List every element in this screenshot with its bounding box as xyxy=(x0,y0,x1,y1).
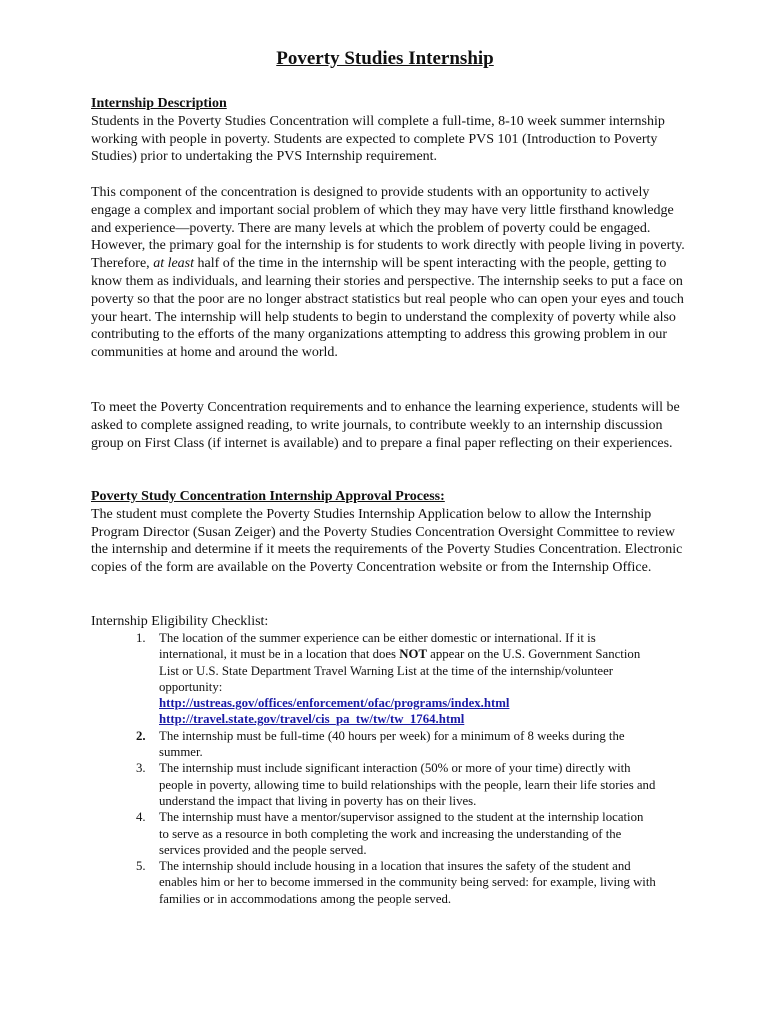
list-item xyxy=(136,809,656,858)
checklist xyxy=(136,630,656,907)
description-paragraph-2 xyxy=(91,184,691,362)
list-item xyxy=(136,760,656,809)
item-emphasis: NOT xyxy=(399,647,427,662)
para2-text-start: This component of the concentration is designed to provide students with an opportunity to actively engage a complex and important social problem of which they may have very little firsthand knowledge and experience—poverty. There are many levels at which the problem of poverty could be engaged. However, the primary goal for the internship is for students to work directly with people living in poverty. Therefore, xyxy=(91,185,685,272)
description-paragraph-3 xyxy=(91,399,691,452)
description-paragraph-1: Students in the Poverty Studies Concentration will complete a full-time, 8-10 week summer internship working with people in poverty. Students are expected to complete PVS 101 (Introduction to Poverty Studies) prior to undertaking the PVS Internship requirement. xyxy=(91,113,665,165)
approval-text: The student must complete the Poverty Studies Internship Application below to allow the Internship Program Director (Susan Zeiger) and the Poverty Studies Concentration Oversight Committee to review the internship and determine if it meets the requirements of the Poverty Studies Concentration. Electronic copies of the form are available on the Poverty Concentration website or from the Internship Office. xyxy=(91,506,683,576)
item-text: The internship must include significant interaction (50% or more of your time) directly with people in poverty, allowing time to build relationships with the people, learn their life stories and understand the impact that living in poverty has on their lives. xyxy=(159,761,656,808)
approval-section xyxy=(91,488,691,577)
item-text-end: appear on the U.S. Government Sanction List or U.S. State Department Travel Warning List at the time of the internship/volunteer opportunity: xyxy=(159,647,641,694)
item-number: 1. xyxy=(136,631,146,645)
item-number: 4. xyxy=(136,810,146,825)
list-item xyxy=(136,630,656,728)
item-text: The internship should include housing in a location that insures the safety of the student and enables him or her to become immersed in the community being served: for example, living with families or in accommodations among the people served. xyxy=(159,859,656,906)
description-section xyxy=(91,95,691,166)
item-text: The location of the summer experience can be either domestic or international. If it is international, it must be in a location that does xyxy=(159,631,596,662)
page-title: Poverty Studies Internship xyxy=(276,48,494,69)
checklist-heading: Internship Eligibility Checklist: xyxy=(91,614,269,629)
sanction-list-link[interactable]: http://ustreas.gov/offices/enforcement/ofac/programs/index.html xyxy=(159,696,510,711)
para2-emphasis: at least xyxy=(153,256,195,272)
list-item xyxy=(136,858,656,907)
item-number: 5. xyxy=(136,859,146,874)
item-text: The internship must be full-time (40 hours per week) for a minimum of 8 weeks during the summer. xyxy=(159,728,625,760)
description-heading: Internship Description xyxy=(91,96,227,111)
travel-warning-link[interactable]: http://travel.state.gov/travel/cis_pa_tw/tw/tw_1764.html xyxy=(159,712,465,727)
para3-text: To meet the Poverty Concentration requirements and to enhance the learning experience, students will be asked to complete assigned reading, to write journals, to contribute weekly to an internship discussion group on First Class (if internet is available) and to prepare a final paper reflecting on their experiences. xyxy=(91,400,680,451)
approval-heading: Poverty Study Concentration Internship Approval Process: xyxy=(91,489,445,504)
item-number: 3. xyxy=(136,761,146,776)
para2-text-end: half of the time in the internship will be spent interacting with the people, getting to know them as individuals, and learning their stories and perspective. The internship seeks to put a face on poverty so that the poor are no longer abstract statistics but real people who can open your eyes and touch your heart. The internship will help students to begin to understand the complexity of poverty while also contributing to the efforts of the many organizations attempting to address this growing problem in our communities at home and around the world. xyxy=(91,256,684,361)
list-item xyxy=(136,728,656,761)
item-number: 2. xyxy=(136,728,146,743)
item-text: The internship must have a mentor/supervisor assigned to the student at the internship location to serve as a resource in both completing the work and increasing the understanding of the services provided and the people served. xyxy=(159,810,644,857)
